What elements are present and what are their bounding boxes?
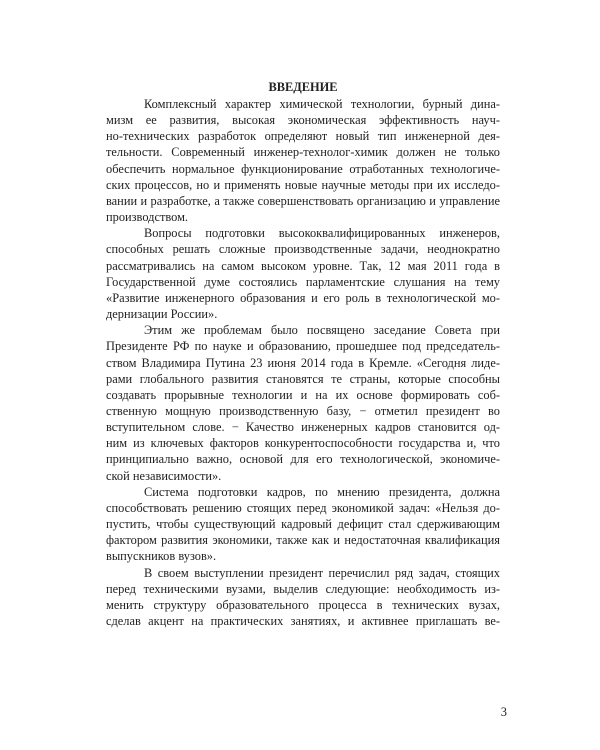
text-line: принципиально важно, основой для его технологической, экономиче-: [106, 452, 500, 467]
text-line: Вопросы подготовки высококвалифицированных инженеров,: [144, 226, 500, 241]
text-line: производством.: [106, 210, 189, 225]
text-line: обеспечить нормальное функционирование отработанных технологиче-: [106, 161, 500, 176]
text-line: вступительном слове. − Качество инженерных кадров становится од-: [106, 420, 500, 435]
text-line: перед техническими вузами, выделив следующие: необходимость из-: [106, 581, 500, 596]
text-line: сделав акцент на практических занятиях, и активнее приглашать ве-: [106, 614, 500, 628]
text-line: ских процессов, но и применять новые научные методы при их исследо-: [106, 177, 500, 192]
text-line: Система подготовки кадров, по мнению президента, должна: [144, 484, 500, 499]
paragraph: [106, 225, 500, 322]
text-line: ственную мощную производственную базу, − отметил президент во: [106, 403, 500, 418]
text-line: ской независимости».: [106, 468, 222, 483]
paragraph: [106, 484, 500, 565]
text-line: Комплексный характер химической технологии, бурный дина-: [144, 97, 500, 111]
text-line: создавать прорывные технологии и на их основе формировать соб-: [106, 387, 500, 402]
text-line: выпускников вузов».: [106, 549, 217, 564]
text-line: способных решать сложные производственные задачи, неоднократно: [106, 242, 500, 257]
text-line: пустить, чтобы существующий кадровый дефицит стал сдерживающим: [106, 517, 500, 532]
text-line: Государственной думе состоялись парламентские слушания на тему: [106, 274, 500, 289]
text-line: вании и разработке, а также совершенствовать организацию и управление: [106, 193, 500, 208]
section-heading: ВВЕДЕНИЕ: [268, 80, 338, 94]
paragraph: [106, 565, 500, 630]
text-line: мизм ее развития, высокая экономическая эффективность науч-: [106, 113, 500, 128]
text-line: Президенте РФ по науке и образованию, прошедшее под председатель-: [106, 339, 500, 354]
text-line: ним из ключевых факторов конкурентоспособности государства и, что: [106, 436, 500, 451]
paragraph: [106, 322, 500, 484]
text-line: «Развитие инженерного образования и его роль в технологической мо-: [106, 290, 500, 305]
text-line: менить структуру образовательного процесса в технических вузах,: [106, 597, 500, 612]
text-line: тельности. Современный инженер-технолог-химик должен не только: [106, 145, 500, 160]
paragraph: [106, 96, 500, 225]
text-line: рами глобального развития становятся те страны, которые способны: [106, 371, 500, 386]
document-body: [106, 80, 500, 629]
text-line: Этим же проблемам было посвящено заседание Совета при: [144, 323, 500, 338]
text-line: В своем выступлении президент перечислил ряд задач, стоящих: [144, 565, 500, 580]
text-line: способствовать решению стоящих перед экономикой задач: «Нельзя до-: [106, 500, 500, 515]
text-line: ством Владимира Путина 23 июня 2014 года в Кремле. «Сегодня лиде-: [106, 355, 500, 370]
text-line: дернизации России».: [106, 307, 218, 322]
text-line: рассматривались на самом высоком уровне. Так, 12 мая 2011 года в: [106, 258, 500, 273]
text-line: но-технических разработок определяют новый тип инженерной дея-: [106, 129, 500, 144]
paragraph-list: [106, 96, 500, 629]
page-number: 3: [500, 705, 507, 719]
text-line: фактором развития экономики, также как и недостаточная квалификация: [106, 533, 500, 548]
